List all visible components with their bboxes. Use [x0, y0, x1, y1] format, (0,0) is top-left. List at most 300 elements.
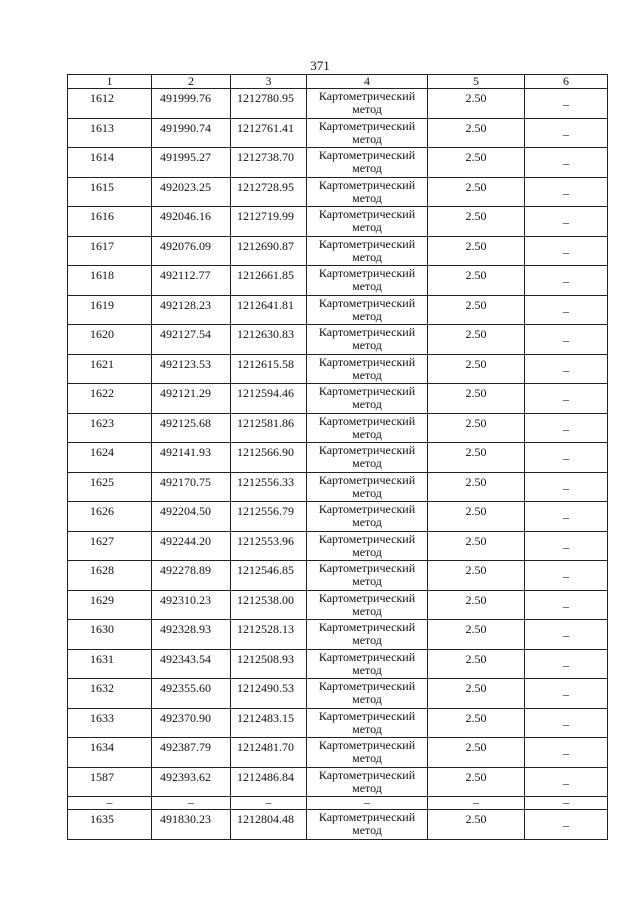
page-number: 371 — [310, 58, 330, 73]
table-row — [68, 767, 608, 797]
note-cell — [525, 354, 608, 384]
separator-row — [68, 797, 608, 810]
point-number: 1618 — [90, 268, 114, 282]
y-coordinate: 1212556.33 — [237, 474, 294, 489]
method-line-2: метод — [352, 397, 382, 411]
note-value: – — [563, 775, 569, 790]
method-line-1: Картометрический — [318, 295, 416, 310]
note-value: – — [563, 510, 569, 524]
point-number-cell — [68, 561, 152, 591]
y-coordinate-cell — [231, 325, 307, 355]
x-coordinate: 492112.77 — [160, 268, 211, 282]
y-coordinate: 1212481.70 — [237, 740, 294, 754]
note-value: – — [563, 274, 569, 288]
x-coordinate: 492244.20 — [160, 533, 211, 548]
note-cell — [525, 118, 608, 148]
x-coordinate-cell — [152, 620, 231, 650]
point-number-cell — [68, 472, 152, 502]
accuracy-cell — [428, 266, 525, 296]
method-line-1: Картометрический — [318, 531, 416, 546]
y-coordinate-cell — [231, 561, 307, 591]
accuracy-cell — [428, 472, 525, 502]
y-coordinate: 1212483.15 — [237, 710, 294, 725]
note-value: – — [563, 362, 569, 377]
note-value: – — [563, 598, 569, 613]
method-cell — [307, 148, 428, 178]
note-value: – — [563, 716, 569, 731]
accuracy-cell — [428, 236, 525, 266]
point-number: 1623 — [90, 415, 114, 430]
y-coordinate-cell — [231, 810, 307, 840]
x-coordinate-cell — [152, 708, 231, 738]
x-coordinate: 492328.93 — [160, 622, 211, 636]
method-line-2: метод — [352, 131, 382, 146]
accuracy-cell — [428, 561, 525, 591]
accuracy-cell — [428, 118, 525, 148]
column-header: 1 — [68, 75, 152, 89]
method-line-2: метод — [352, 603, 382, 618]
y-coordinate-cell — [231, 502, 307, 532]
note-value: – — [563, 244, 569, 259]
x-coordinate: 492123.53 — [160, 356, 211, 371]
method-cell — [307, 207, 428, 237]
note-cell — [525, 295, 608, 325]
accuracy-value: 2.50 — [465, 297, 487, 312]
y-coordinate: 1212528.13 — [237, 622, 294, 636]
point-number-cell — [68, 148, 152, 178]
accuracy-cell — [428, 531, 525, 561]
x-coordinate: 492076.09 — [160, 238, 211, 253]
note-value: – — [563, 421, 569, 436]
x-coordinate: 492170.75 — [160, 474, 211, 489]
note-cell — [525, 413, 608, 443]
method-line-2: метод — [352, 426, 382, 441]
accuracy-cell — [428, 810, 525, 840]
accuracy-cell — [428, 590, 525, 620]
accuracy-cell — [428, 89, 525, 119]
method-line-2: метод — [352, 161, 382, 175]
accuracy-cell — [428, 649, 525, 679]
note-value: – — [563, 628, 569, 642]
x-coordinate-cell — [152, 354, 231, 384]
y-coordinate-cell — [231, 738, 307, 768]
method-line-2: метод — [352, 190, 382, 205]
method-cell — [307, 767, 428, 797]
method-line-2: метод — [352, 220, 382, 234]
point-number: 1627 — [90, 533, 114, 548]
table-row — [68, 325, 608, 355]
x-coordinate: 491999.76 — [160, 91, 211, 105]
x-coordinate-cell — [152, 561, 231, 591]
method-line-1: Картометрический — [318, 708, 416, 723]
method-cell — [307, 177, 428, 207]
point-number: 1613 — [90, 120, 114, 135]
accuracy-value: 2.50 — [465, 563, 487, 577]
method-line-2: метод — [352, 780, 382, 795]
method-line-1: Картометрический — [318, 148, 416, 162]
note-cell — [525, 89, 608, 119]
column-header: 3 — [231, 75, 307, 89]
y-coordinate: 1212546.85 — [237, 563, 294, 577]
x-coordinate: 491830.23 — [160, 812, 211, 826]
x-coordinate-cell — [152, 443, 231, 473]
point-number-cell — [68, 89, 152, 119]
point-number-cell — [68, 767, 152, 797]
x-coordinate: 492023.25 — [160, 179, 211, 194]
x-coordinate-cell — [152, 236, 231, 266]
column-header: 6 — [525, 75, 608, 89]
note-cell — [525, 207, 608, 237]
y-coordinate: 1212615.58 — [237, 356, 294, 371]
accuracy-value: 2.50 — [465, 268, 487, 282]
accuracy-value: 2.50 — [465, 209, 487, 223]
method-line-1: Картометрический — [318, 649, 416, 664]
accuracy-value: 2.50 — [465, 474, 487, 489]
header-row — [68, 75, 608, 89]
method-line-1: Картометрический — [318, 118, 416, 133]
point-number-cell — [68, 236, 152, 266]
y-coordinate-cell — [231, 413, 307, 443]
y-coordinate-cell — [231, 443, 307, 473]
column-header: 2 — [152, 75, 231, 89]
accuracy-cell — [428, 679, 525, 709]
note-value: – — [563, 657, 569, 672]
y-coordinate: 1212804.48 — [237, 812, 294, 826]
y-coordinate: 1212553.96 — [237, 533, 294, 548]
point-number: 1614 — [90, 150, 114, 164]
y-coordinate: 1212508.93 — [237, 651, 294, 666]
table-row — [68, 810, 608, 840]
x-coordinate: 492278.89 — [160, 563, 211, 577]
method-cell — [307, 443, 428, 473]
x-coordinate-cell — [152, 649, 231, 679]
accuracy-value: 2.50 — [465, 533, 487, 548]
accuracy-value: 2.50 — [465, 812, 487, 826]
y-coordinate-cell — [231, 531, 307, 561]
method-cell — [307, 354, 428, 384]
method-cell — [307, 810, 428, 840]
note-value: – — [563, 539, 569, 554]
note-cell — [525, 620, 608, 650]
accuracy-cell — [428, 325, 525, 355]
x-coordinate-cell — [152, 118, 231, 148]
y-coordinate-cell — [231, 118, 307, 148]
point-number: 1616 — [90, 209, 114, 223]
note-cell — [525, 561, 608, 591]
x-coordinate-cell — [152, 502, 231, 532]
method-line-1: Картометрический — [318, 590, 416, 605]
note-cell — [525, 531, 608, 561]
method-line-1: Картометрический — [318, 384, 416, 398]
method-cell — [307, 620, 428, 650]
note-cell — [525, 767, 608, 797]
note-cell — [525, 266, 608, 296]
method-line-2: метод — [352, 279, 382, 293]
method-cell — [307, 325, 428, 355]
note-cell — [525, 590, 608, 620]
note-value: – — [563, 156, 569, 170]
accuracy-cell — [428, 620, 525, 650]
accuracy-cell — [428, 354, 525, 384]
point-number-cell — [68, 295, 152, 325]
separator-cell: – — [525, 797, 608, 810]
point-number: 1587 — [90, 769, 114, 784]
method-line-2: метод — [352, 823, 382, 837]
note-cell — [525, 738, 608, 768]
method-cell — [307, 89, 428, 119]
point-number: 1629 — [90, 592, 114, 607]
note-value: – — [563, 480, 569, 495]
accuracy-cell — [428, 384, 525, 414]
accuracy-value: 2.50 — [465, 415, 487, 430]
y-coordinate: 1212641.81 — [237, 297, 294, 312]
method-line-2: метод — [352, 249, 382, 264]
note-cell — [525, 148, 608, 178]
point-number-cell — [68, 620, 152, 650]
x-coordinate: 492121.29 — [160, 386, 211, 400]
accuracy-value: 2.50 — [465, 769, 487, 784]
y-coordinate: 1212761.41 — [237, 120, 294, 135]
y-coordinate-cell — [231, 177, 307, 207]
point-number: 1619 — [90, 297, 114, 312]
note-cell — [525, 472, 608, 502]
accuracy-cell — [428, 443, 525, 473]
method-line-1: Картометрический — [318, 561, 416, 575]
x-coordinate-cell — [152, 767, 231, 797]
separator-cell: – — [428, 797, 525, 810]
table-row — [68, 620, 608, 650]
y-coordinate-cell — [231, 295, 307, 325]
x-coordinate: 491990.74 — [160, 120, 211, 135]
x-coordinate-cell — [152, 413, 231, 443]
table-row — [68, 708, 608, 738]
method-cell — [307, 118, 428, 148]
method-line-1: Картометрический — [318, 472, 416, 487]
x-coordinate: 492393.62 — [160, 769, 211, 784]
table-row — [68, 413, 608, 443]
y-coordinate-cell — [231, 767, 307, 797]
point-number-cell — [68, 531, 152, 561]
point-number: 1624 — [90, 445, 114, 459]
x-coordinate: 492355.60 — [160, 681, 211, 695]
method-cell — [307, 295, 428, 325]
point-number-cell — [68, 649, 152, 679]
method-line-2: метод — [352, 338, 382, 352]
y-coordinate: 1212566.90 — [237, 445, 294, 459]
y-coordinate-cell — [231, 236, 307, 266]
y-coordinate-cell — [231, 472, 307, 502]
y-coordinate-cell — [231, 649, 307, 679]
method-line-1: Картометрический — [318, 620, 416, 634]
method-cell — [307, 590, 428, 620]
accuracy-value: 2.50 — [465, 740, 487, 754]
x-coordinate: 492127.54 — [160, 327, 211, 341]
point-number: 1617 — [90, 238, 114, 253]
method-cell — [307, 708, 428, 738]
note-value: – — [563, 392, 569, 406]
accuracy-value: 2.50 — [465, 238, 487, 253]
point-number-cell — [68, 266, 152, 296]
note-value: – — [563, 303, 569, 318]
note-cell — [525, 679, 608, 709]
method-line-2: метод — [352, 308, 382, 323]
method-line-2: метод — [352, 721, 382, 736]
x-coordinate-cell — [152, 531, 231, 561]
point-number: 1621 — [90, 356, 114, 371]
x-coordinate: 492046.16 — [160, 209, 211, 223]
method-line-2: метод — [352, 515, 382, 529]
y-coordinate-cell — [231, 590, 307, 620]
method-line-2: метод — [352, 544, 382, 559]
x-coordinate-cell — [152, 810, 231, 840]
y-coordinate: 1212486.84 — [237, 769, 294, 784]
note-cell — [525, 236, 608, 266]
accuracy-value: 2.50 — [465, 179, 487, 194]
accuracy-value: 2.50 — [465, 681, 487, 695]
accuracy-value: 2.50 — [465, 91, 487, 105]
separator-cell: – — [307, 797, 428, 810]
note-cell — [525, 502, 608, 532]
y-coordinate-cell — [231, 207, 307, 237]
x-coordinate-cell — [152, 266, 231, 296]
point-number-cell — [68, 354, 152, 384]
column-header: 4 — [307, 75, 428, 89]
table-row — [68, 266, 608, 296]
x-coordinate-cell — [152, 738, 231, 768]
accuracy-cell — [428, 148, 525, 178]
point-number-cell — [68, 502, 152, 532]
method-line-1: Картометрический — [318, 767, 416, 782]
method-line-1: Картометрический — [318, 89, 416, 103]
method-cell — [307, 561, 428, 591]
accuracy-value: 2.50 — [465, 150, 487, 164]
x-coordinate-cell — [152, 177, 231, 207]
y-coordinate: 1212728.95 — [237, 179, 294, 194]
x-coordinate-cell — [152, 384, 231, 414]
y-coordinate: 1212556.79 — [237, 504, 294, 518]
table-row — [68, 236, 608, 266]
accuracy-value: 2.50 — [465, 356, 487, 371]
method-cell — [307, 384, 428, 414]
y-coordinate: 1212690.87 — [237, 238, 294, 253]
x-coordinate-cell — [152, 590, 231, 620]
y-coordinate-cell — [231, 89, 307, 119]
method-cell — [307, 502, 428, 532]
note-value: – — [563, 333, 569, 347]
note-value: – — [563, 451, 569, 465]
separator-cell: – — [68, 797, 152, 810]
y-coordinate: 1212738.70 — [237, 150, 294, 164]
method-line-1: Картометрический — [318, 679, 416, 693]
note-cell — [525, 384, 608, 414]
y-coordinate: 1212630.83 — [237, 327, 294, 341]
table-row — [68, 590, 608, 620]
point-number: 1626 — [90, 504, 114, 518]
method-line-1: Картометрический — [318, 413, 416, 428]
x-coordinate-cell — [152, 89, 231, 119]
y-coordinate: 1212581.86 — [237, 415, 294, 430]
x-coordinate: 492128.23 — [160, 297, 211, 312]
note-value: – — [563, 97, 569, 111]
method-cell — [307, 649, 428, 679]
method-line-1: Картометрический — [318, 236, 416, 251]
note-cell — [525, 177, 608, 207]
table-row — [68, 443, 608, 473]
x-coordinate: 492141.93 — [160, 445, 211, 459]
accuracy-value: 2.50 — [465, 710, 487, 725]
accuracy-cell — [428, 502, 525, 532]
note-value: – — [563, 185, 569, 200]
method-line-1: Картометрический — [318, 738, 416, 752]
note-cell — [525, 325, 608, 355]
point-number: 1625 — [90, 474, 114, 489]
point-number: 1632 — [90, 681, 114, 695]
x-coordinate-cell — [152, 325, 231, 355]
accuracy-cell — [428, 708, 525, 738]
method-line-2: метод — [352, 456, 382, 470]
x-coordinate-cell — [152, 207, 231, 237]
point-number-cell — [68, 679, 152, 709]
y-coordinate-cell — [231, 679, 307, 709]
table-row — [68, 472, 608, 502]
accuracy-cell — [428, 177, 525, 207]
method-cell — [307, 266, 428, 296]
x-coordinate: 491995.27 — [160, 150, 211, 164]
accuracy-value: 2.50 — [465, 622, 487, 636]
method-line-1: Картометрический — [318, 354, 416, 369]
x-coordinate: 492387.79 — [160, 740, 211, 754]
accuracy-cell — [428, 413, 525, 443]
x-coordinate: 492204.50 — [160, 504, 211, 518]
y-coordinate: 1212661.85 — [237, 268, 294, 282]
table-row — [68, 89, 608, 119]
x-coordinate-cell — [152, 295, 231, 325]
point-number: 1620 — [90, 327, 114, 341]
method-line-1: Картометрический — [318, 266, 416, 280]
method-cell — [307, 472, 428, 502]
point-number-cell — [68, 738, 152, 768]
point-number: 1635 — [90, 812, 114, 826]
point-number: 1631 — [90, 651, 114, 666]
y-coordinate: 1212594.46 — [237, 386, 294, 400]
method-line-1: Картометрический — [318, 443, 416, 457]
method-line-2: метод — [352, 102, 382, 116]
point-number: 1622 — [90, 386, 114, 400]
y-coordinate-cell — [231, 384, 307, 414]
table-row — [68, 384, 608, 414]
coordinates-table — [67, 74, 608, 840]
point-number-cell — [68, 177, 152, 207]
note-value: – — [563, 126, 569, 141]
method-line-1: Картометрический — [318, 325, 416, 339]
method-cell — [307, 413, 428, 443]
point-number: 1630 — [90, 622, 114, 636]
method-line-2: метод — [352, 633, 382, 647]
table-row — [68, 502, 608, 532]
table-row — [68, 118, 608, 148]
note-cell — [525, 708, 608, 738]
table-row — [68, 738, 608, 768]
method-line-1: Картометрический — [318, 810, 416, 824]
y-coordinate: 1212490.53 — [237, 681, 294, 695]
method-line-1: Картометрический — [318, 502, 416, 516]
y-coordinate-cell — [231, 148, 307, 178]
method-line-2: метод — [352, 367, 382, 382]
accuracy-value: 2.50 — [465, 445, 487, 459]
note-cell — [525, 810, 608, 840]
note-value: – — [563, 569, 569, 583]
method-line-2: метод — [352, 662, 382, 677]
